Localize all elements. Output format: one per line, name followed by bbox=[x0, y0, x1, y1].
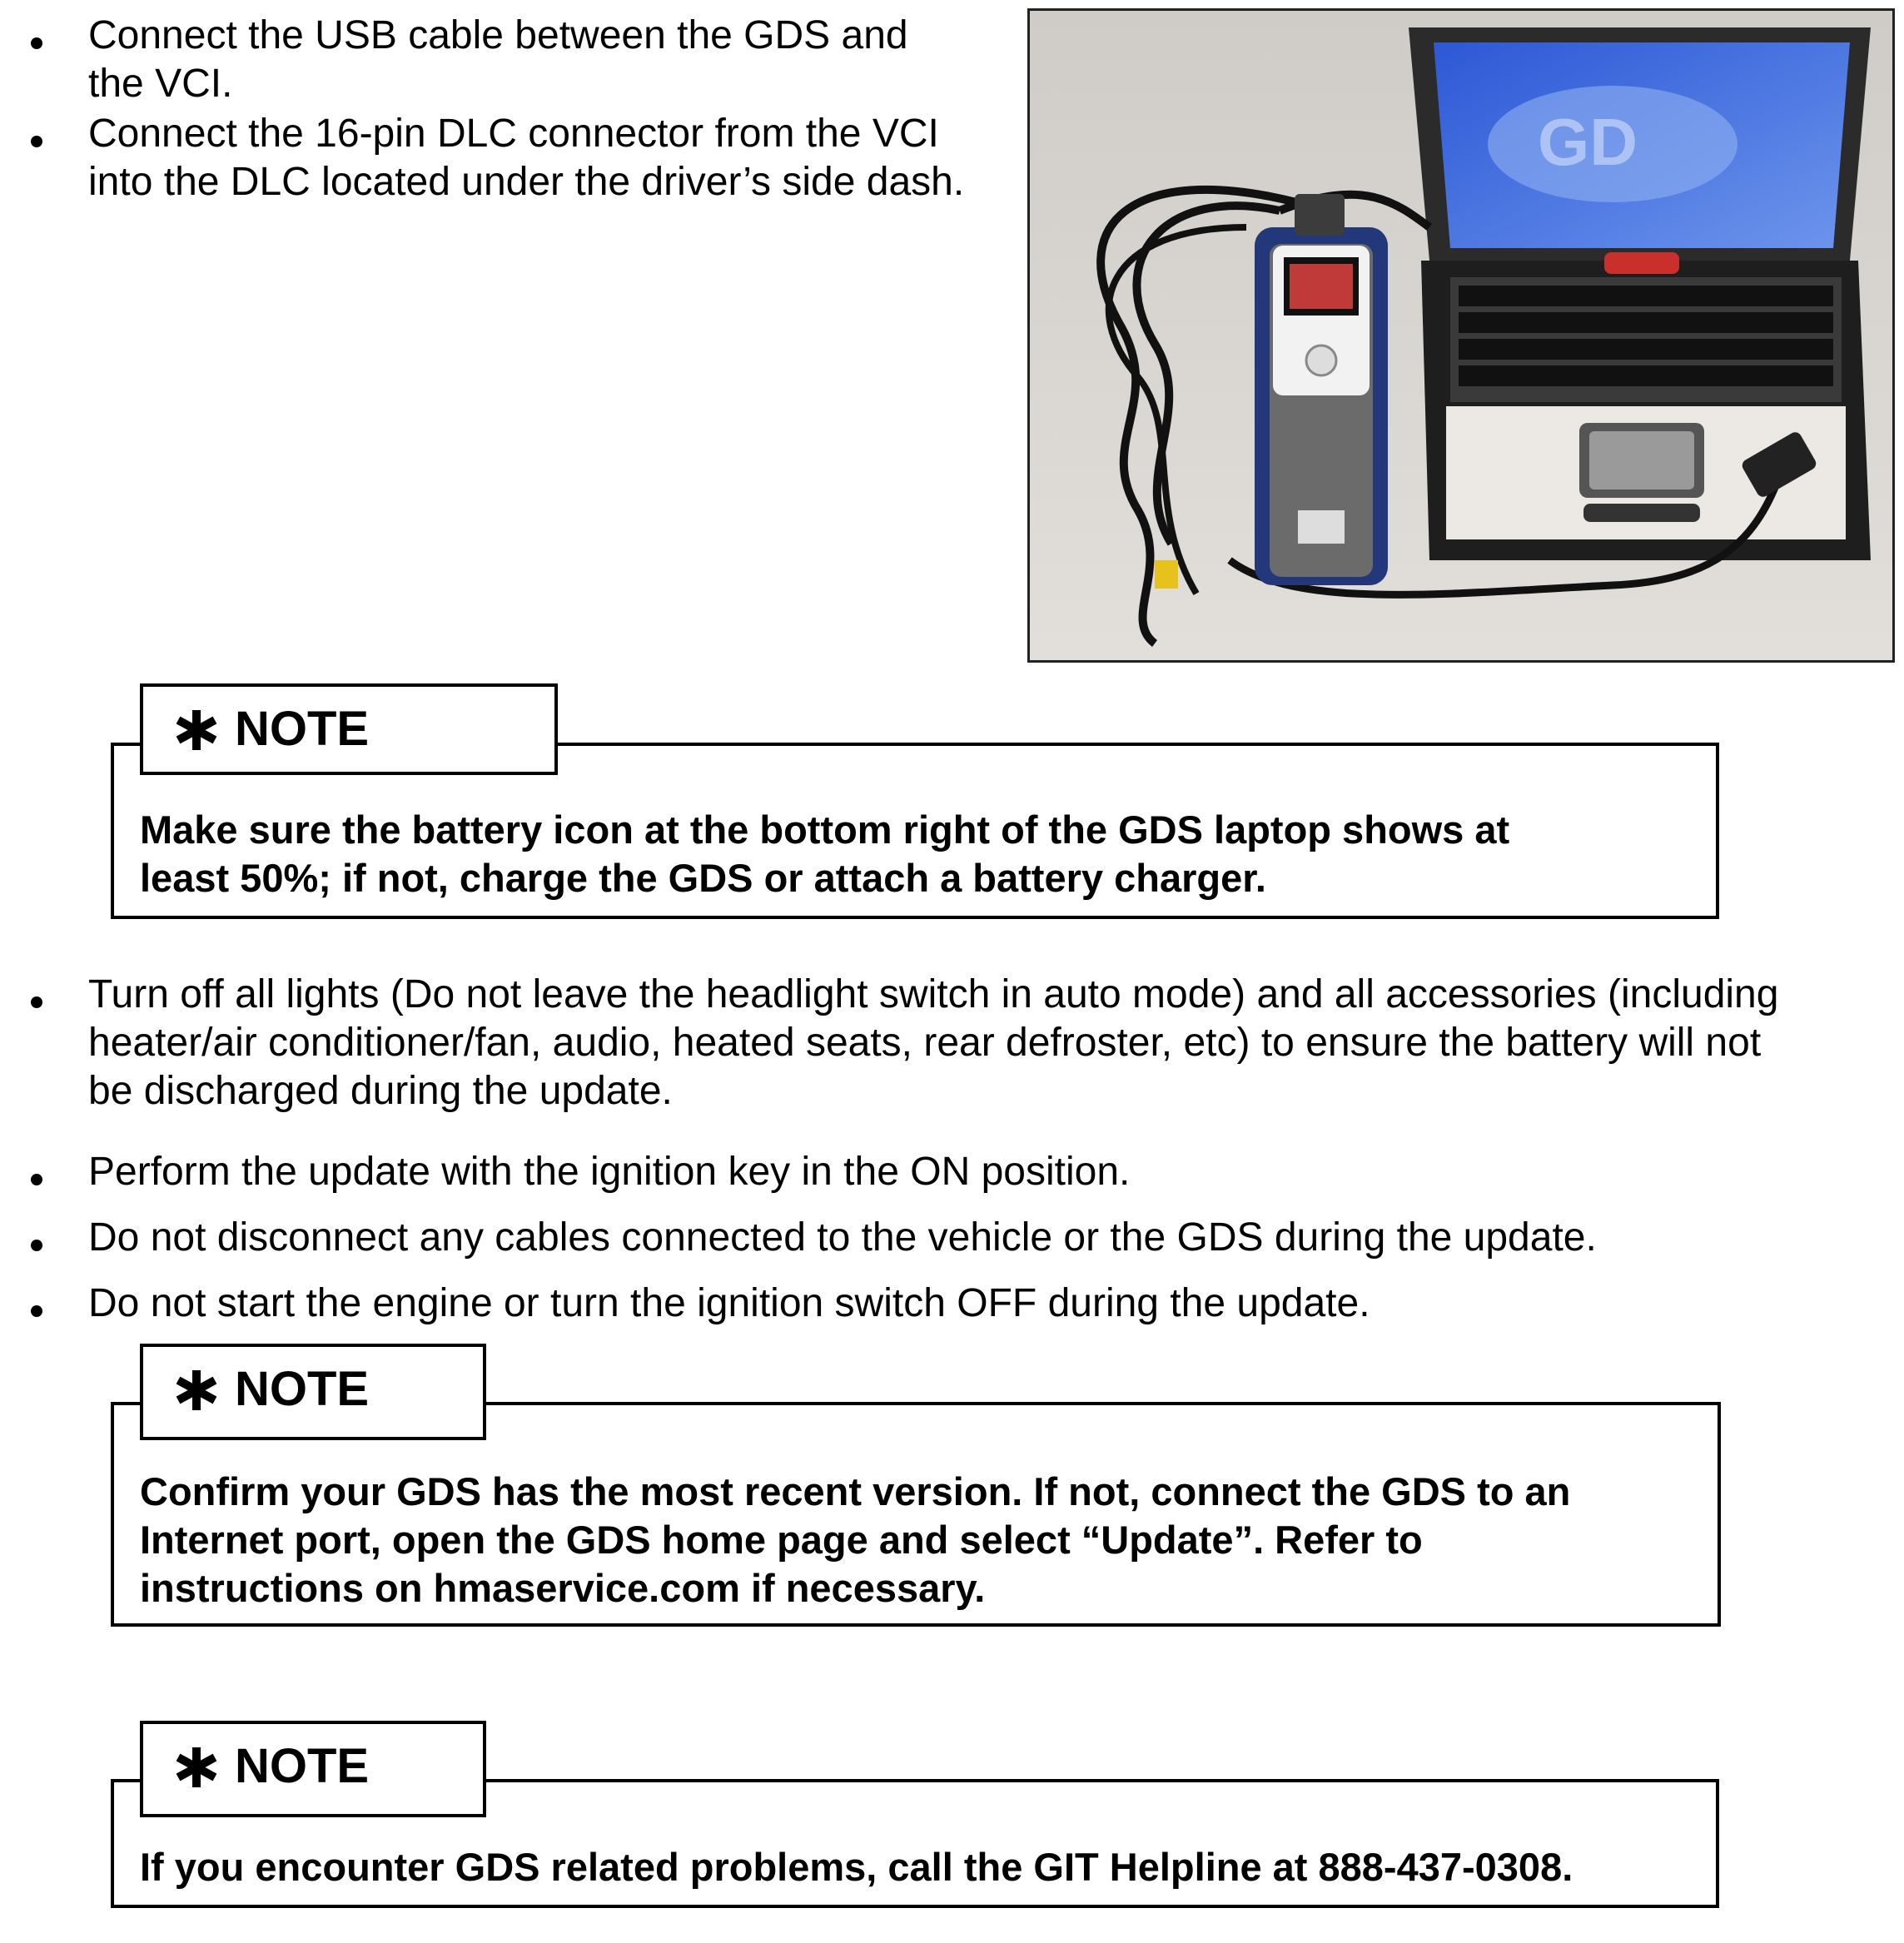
bullet-dot bbox=[31, 996, 42, 1008]
bullet-dot bbox=[31, 37, 42, 49]
note-text bbox=[140, 1468, 1570, 1613]
bullet-dot bbox=[31, 1305, 42, 1317]
bullet-line: heater/air conditioner/fan, audio, heated seats, rear defroster, etc) to ensure the battery will not bbox=[88, 1021, 1762, 1065]
bullet-line: into the DLC located under the driver’s side dash. bbox=[88, 160, 965, 204]
bullet-line: Perform the update with the ignition key in the ON position. bbox=[88, 1150, 1131, 1194]
bullet-line: the VCI. bbox=[88, 62, 233, 106]
note-title: NOTE bbox=[235, 1362, 370, 1416]
note-line: Internet port, open the GDS home page and select “Update”. Refer to bbox=[140, 1518, 1423, 1562]
bullet-dot bbox=[31, 1174, 42, 1185]
note-text bbox=[140, 806, 1509, 902]
note-title: NOTE bbox=[235, 1739, 370, 1793]
svg-text:GD: GD bbox=[1538, 105, 1638, 179]
bullet-text bbox=[88, 1280, 1370, 1328]
note-tab bbox=[140, 1721, 486, 1817]
note-line: If you encounter GDS related problems, call the GIT Helpline at 888-437-0308. bbox=[140, 1845, 1573, 1889]
bullet-text bbox=[88, 12, 908, 108]
gds-photo-illustration bbox=[1030, 11, 1892, 660]
bullet-line: Connect the 16-pin DLC connector from the VCI bbox=[88, 112, 939, 156]
note-text bbox=[140, 1843, 1573, 1891]
bullet-line: Connect the USB cable between the GDS and bbox=[88, 13, 908, 57]
bullet-text bbox=[88, 1214, 1597, 1262]
star-icon bbox=[173, 1367, 220, 1414]
note-line: Confirm your GDS has the most recent version. If not, connect the GDS to an bbox=[140, 1469, 1571, 1513]
note-tab bbox=[140, 1344, 486, 1440]
note-line: Make sure the battery icon at the bottom right of the GDS laptop shows at bbox=[140, 808, 1510, 852]
star-icon bbox=[173, 1744, 220, 1791]
bullet-dot bbox=[31, 1240, 42, 1251]
bullet-text bbox=[88, 110, 964, 206]
note-line: instructions on hmaservice.com if necessary. bbox=[140, 1566, 986, 1610]
bullet-text bbox=[88, 1148, 1130, 1196]
bullet-text bbox=[88, 971, 1778, 1116]
gds-photo bbox=[1027, 8, 1895, 663]
note-line: least 50%; if not, charge the GDS or attach a battery charger. bbox=[140, 856, 1266, 900]
note-title: NOTE bbox=[235, 702, 370, 756]
star-icon bbox=[173, 707, 220, 753]
bullet-line: Do not disconnect any cables connected to the vehicle or the GDS during the update. bbox=[88, 1215, 1597, 1260]
note-tab bbox=[140, 683, 558, 775]
bullet-line: Do not start the engine or turn the ignition switch OFF during the update. bbox=[88, 1281, 1370, 1325]
bullet-line: be discharged during the update. bbox=[88, 1069, 673, 1113]
bullet-line: Turn off all lights (Do not leave the headlight switch in auto mode) and all accessories (including bbox=[88, 972, 1779, 1016]
bullet-dot bbox=[31, 136, 42, 147]
